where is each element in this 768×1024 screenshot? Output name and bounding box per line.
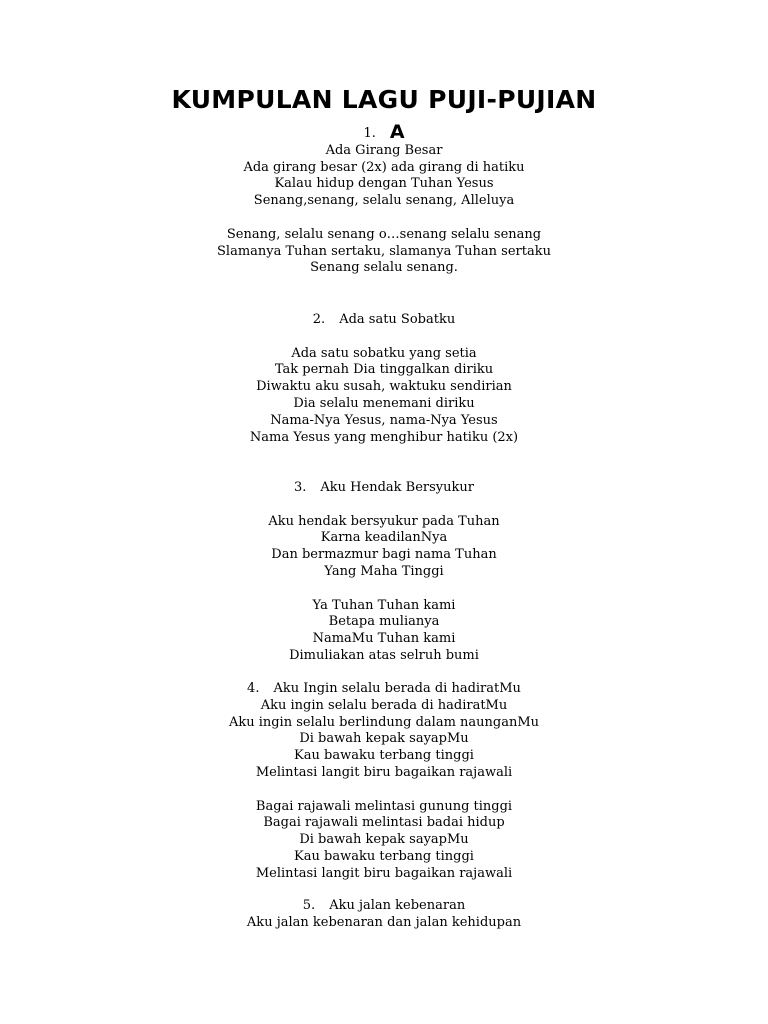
song-number: 3. — [294, 480, 307, 495]
section-number: 1. — [363, 126, 376, 141]
lyric-line: Dia selalu menemani diriku — [293, 395, 475, 411]
song-title: Ada satu Sobatku — [339, 312, 456, 327]
song-1 — [0, 121, 768, 277]
song-number: 2. — [312, 312, 326, 327]
section-letter: A — [389, 121, 405, 143]
song-5 — [0, 898, 768, 932]
lyric-line: Tak pernah Dia tinggalkan diriku — [274, 362, 494, 378]
page-title: KUMPULAN LAGU PUJI-PUJIAN — [171, 85, 597, 114]
lyric-line: Nama Yesus yang menghibur hatiku (2x) — [249, 429, 519, 445]
song-heading — [0, 312, 768, 329]
lyric-line: Senang, selalu senang o…senang selalu senang — [226, 226, 542, 242]
lyric-line: Slamanya Tuhan sertaku, slamanya Tuhan sertaku — [217, 243, 551, 259]
lyric-line: Karna keadilanNya — [320, 530, 448, 546]
lyric-line: Nama-Nya Yesus, nama-Nya Yesus — [270, 412, 498, 428]
lyric-line: Aku ingin selalu berlindung dalam naunganMu — [228, 714, 540, 730]
lyric-line: Aku hendak bersyukur pada Tuhan — [268, 513, 500, 529]
lyric-line: Bagai rajawali melintasi badai hidup — [263, 815, 505, 831]
lyric-line: Senang,senang, selalu senang, Alleluya — [253, 193, 515, 209]
lyric-line: Dan bermazmur bagi nama Tuhan — [271, 547, 497, 563]
lyric-line: Kalau hidup dengan Tuhan Yesus — [274, 176, 494, 192]
lyric-line: Kau bawaku terbang tinggi — [294, 848, 474, 864]
lyric-line: Melintasi langit biru bagaikan rajawali — [255, 764, 513, 780]
song-number: 5. — [302, 898, 316, 913]
stanza-gap — [0, 329, 768, 346]
song-3 — [0, 480, 768, 665]
section-marker — [0, 121, 768, 143]
lyric-line: Senang selalu senang. — [310, 260, 458, 276]
lyric-line: Aku jalan kebenaran dan jalan kehidupan — [246, 914, 522, 930]
lyric-line: Kau bawaku terbang tinggi — [294, 748, 474, 764]
lyric-line: Diwaktu aku susah, waktuku sendirian — [256, 379, 512, 395]
lyric-line: Melintasi langit biru bagaikan rajawali — [255, 865, 513, 881]
song-heading — [0, 681, 768, 698]
lyric-line: Ada girang besar (2x) ada girang di hatiku — [243, 159, 525, 175]
song-title: Aku Ingin selalu berada di hadiratMu — [273, 681, 521, 696]
song-heading — [0, 898, 768, 915]
lyric-line: NamaMu Tuhan kami — [312, 631, 456, 647]
song-number: 4. — [247, 681, 260, 696]
lyric-line: Ya Tuhan Tuhan kami — [312, 597, 456, 613]
song-2 — [0, 312, 768, 446]
stanza-gap — [0, 497, 768, 514]
lyric-line: Dimuliakan atas selruh bumi — [289, 647, 479, 663]
song-title: Aku Hendak Bersyukur — [320, 480, 474, 495]
stanza-gap — [0, 210, 768, 227]
lyric-line: Betapa mulianya — [328, 614, 440, 630]
song-title: Ada Girang Besar — [325, 142, 443, 158]
lyric-line: Yang Maha Tinggi — [324, 563, 444, 579]
lyric-line: Bagai rajawali melintasi gunung tinggi — [255, 798, 513, 814]
lyric-line: Aku ingin selalu berada di hadiratMu — [260, 697, 508, 713]
lyric-line: Di bawah kepak sayapMu — [299, 832, 469, 848]
lyric-line: Ada satu sobatku yang setia — [291, 345, 477, 361]
stanza-gap — [0, 782, 768, 799]
song-title: Aku jalan kebenaran — [329, 898, 466, 913]
lyric-line: Di bawah kepak sayapMu — [299, 731, 469, 747]
song-heading — [0, 480, 768, 497]
song-4 — [0, 681, 768, 883]
stanza-gap — [0, 581, 768, 598]
